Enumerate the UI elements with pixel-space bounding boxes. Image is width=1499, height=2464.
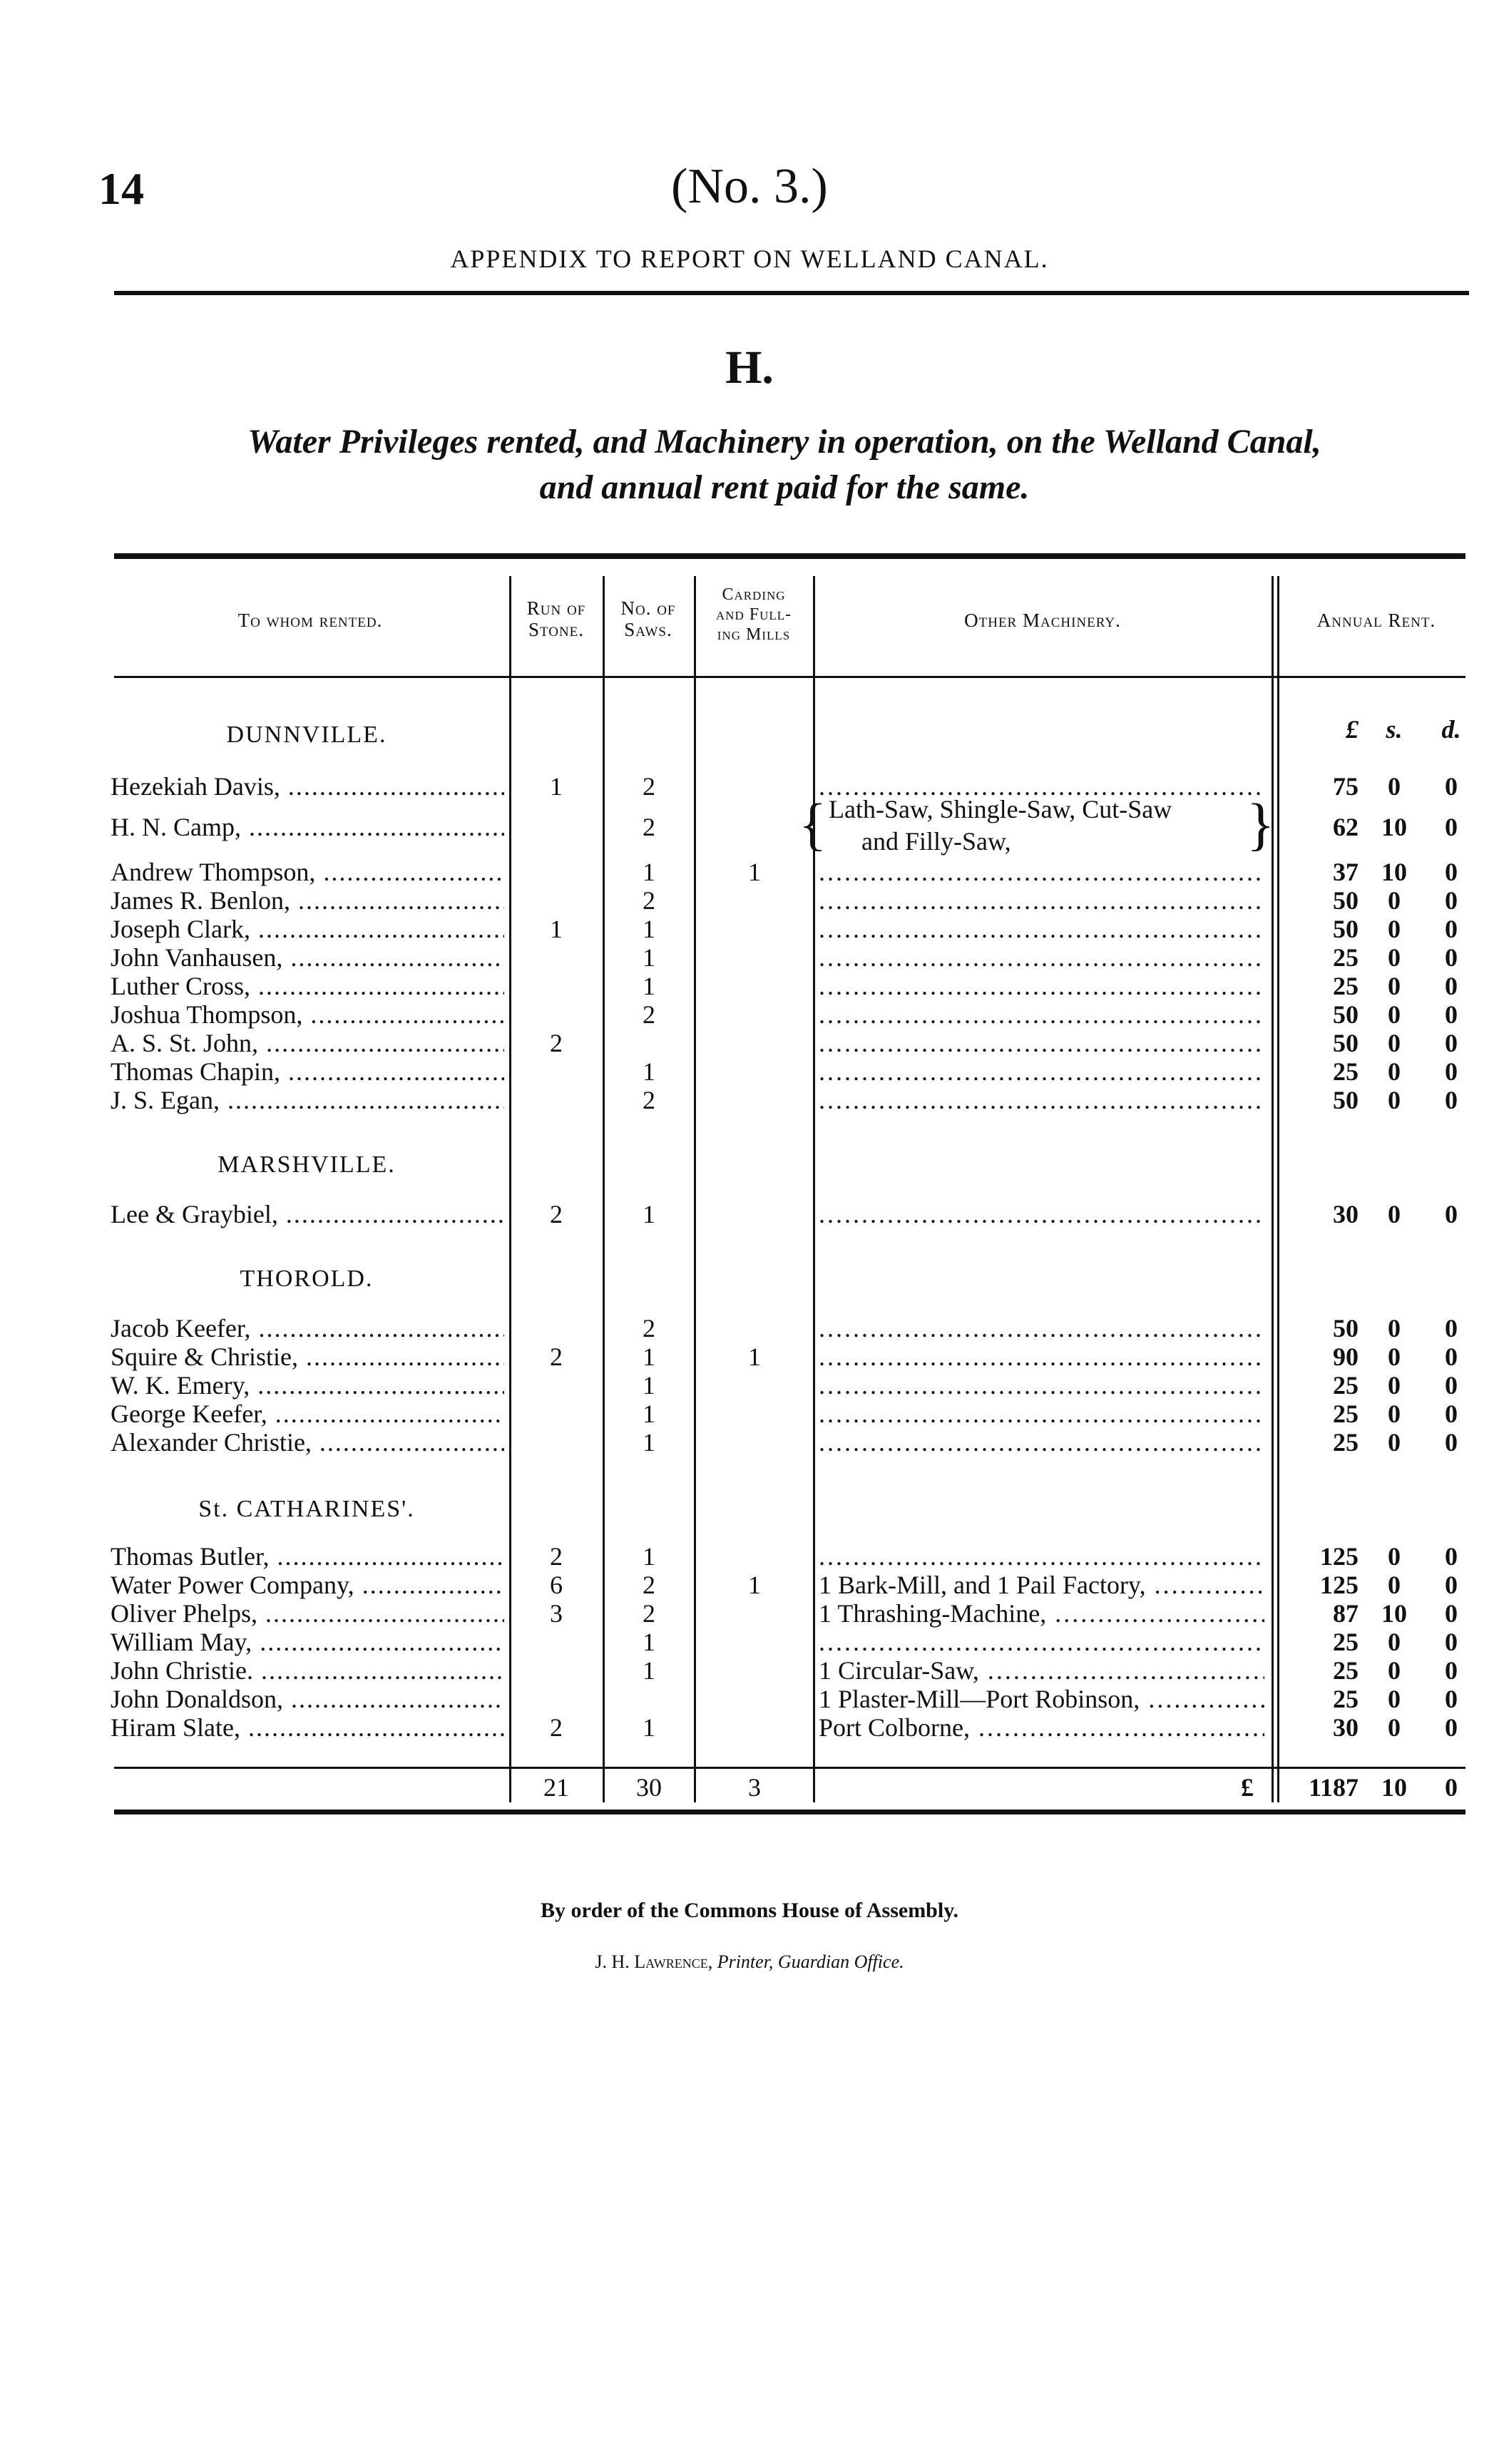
rent-pence: 0 <box>1445 1571 1458 1599</box>
rent-pounds: 50 <box>1333 1000 1359 1029</box>
rent-pounds: 90 <box>1333 1343 1359 1371</box>
section-st-catharines: St. CATHARINES'. <box>198 1496 415 1522</box>
tenant-name: J. S. Egan, ..... <box>111 1086 504 1114</box>
rent-pence: 0 <box>1445 943 1458 972</box>
run-of-stone-cell: 2 <box>550 1542 563 1571</box>
tenant-name: Andrew Thompson, ..... <box>111 858 504 886</box>
machinery-cell: 1 Bark-Mill, and 1 Pail Factory, ..... <box>819 1571 1264 1599</box>
header-bottom-rule <box>114 676 1465 678</box>
tenant-name: John Christie. ..... <box>111 1656 504 1685</box>
saws-cell: 2 <box>643 1086 655 1114</box>
tenant-name: H. N. Camp, ..... <box>111 813 504 841</box>
rent-shillings: 0 <box>1388 1713 1401 1742</box>
saws-cell: 1 <box>643 1656 655 1685</box>
saws-cell: 1 <box>643 1428 655 1457</box>
document-number: (No. 3.) <box>671 159 828 214</box>
pence-header: d. <box>1441 715 1461 744</box>
rent-shillings: 0 <box>1388 1628 1401 1656</box>
rent-shillings: 0 <box>1388 1029 1401 1057</box>
saws-cell: 1 <box>643 972 655 1000</box>
machinery-cell: 1 Circular-Saw, ..... <box>819 1656 1264 1685</box>
run-of-stone-cell: 1 <box>550 772 563 801</box>
saws-cell: 1 <box>643 1371 655 1400</box>
tenant-name: Hiram Slate, ..... <box>111 1713 504 1742</box>
rent-shillings: 10 <box>1381 813 1407 841</box>
machinery-leader-dots <box>819 1428 1264 1457</box>
assembly-order-note: By order of the Commons House of Assembly. <box>540 1899 959 1922</box>
rent-pounds: 62 <box>1333 813 1359 841</box>
machinery-leader-dots <box>819 1200 1264 1228</box>
section-letter: H. <box>725 342 774 394</box>
carding-cell: 1 <box>748 1571 761 1599</box>
tenant-name: Thomas Chapin, ..... <box>111 1057 504 1086</box>
header-no-of-saws: No. of Saws. <box>620 597 676 640</box>
table-bottom-rule <box>114 1809 1465 1814</box>
machinery-cell: 1 Plaster-Mill—Port Robinson, ..... <box>819 1685 1264 1713</box>
total-pounds: 1187 <box>1308 1773 1359 1802</box>
total-currency-symbol: £ <box>1241 1773 1254 1802</box>
column-divider <box>509 576 511 1802</box>
rent-pounds: 25 <box>1333 972 1359 1000</box>
total-run-of-stone: 21 <box>543 1773 569 1802</box>
rent-pence: 0 <box>1445 1713 1458 1742</box>
machinery-leader-dots <box>819 1628 1264 1656</box>
tenant-name: Squire & Christie, ..... <box>111 1343 504 1371</box>
rent-pence: 0 <box>1445 972 1458 1000</box>
total-pence: 0 <box>1445 1773 1458 1802</box>
rent-pence: 0 <box>1445 1000 1458 1029</box>
rent-pounds: 50 <box>1333 886 1359 915</box>
rent-pounds: 25 <box>1333 1057 1359 1086</box>
rent-pounds: 25 <box>1333 1400 1359 1428</box>
rent-shillings: 0 <box>1388 1542 1401 1571</box>
column-divider <box>603 576 605 1802</box>
rent-shillings: 0 <box>1388 1343 1401 1371</box>
rent-pence: 0 <box>1445 1314 1458 1343</box>
rent-pounds: 30 <box>1333 1200 1359 1228</box>
subtitle-line-2: and annual rent paid for the same. <box>539 468 1030 506</box>
rent-shillings: 0 <box>1388 1000 1401 1029</box>
saws-cell: 1 <box>643 1400 655 1428</box>
machinery-cell: Lath-Saw, Shingle-Saw, Cut-Saw <box>829 795 1172 823</box>
rent-pence: 0 <box>1445 1400 1458 1428</box>
tenant-name: A. S. St. John, ..... <box>111 1029 504 1057</box>
machinery-leader-dots <box>819 1086 1264 1114</box>
rent-pence: 0 <box>1445 1086 1458 1114</box>
saws-cell: 1 <box>643 1343 655 1371</box>
machinery-leader-dots <box>819 1029 1264 1057</box>
tenant-name: Joseph Clark, ..... <box>111 915 504 943</box>
total-saws: 30 <box>636 1773 662 1802</box>
printer-name: J. H. Lawrence, <box>595 1951 713 1972</box>
rent-shillings: 0 <box>1388 1057 1401 1086</box>
page-number: 14 <box>98 163 144 214</box>
rent-shillings: 0 <box>1388 1685 1401 1713</box>
tenant-name: W. K. Emery, ..... <box>111 1371 504 1400</box>
machinery-brace-left: { <box>799 791 827 856</box>
tenant-name: William May, ..... <box>111 1628 504 1656</box>
run-of-stone-cell: 6 <box>550 1571 563 1599</box>
rent-shillings: 0 <box>1388 772 1401 801</box>
rent-pence: 0 <box>1445 1628 1458 1656</box>
tenant-name: Luther Cross, ..... <box>111 972 504 1000</box>
rent-pence: 0 <box>1445 1200 1458 1228</box>
rent-pence: 0 <box>1445 813 1458 841</box>
rent-shillings: 0 <box>1388 1371 1401 1400</box>
rent-shillings: 0 <box>1388 886 1401 915</box>
rent-pounds: 50 <box>1333 1086 1359 1114</box>
tenant-name: George Keefer, ..... <box>111 1400 504 1428</box>
shillings-header: s. <box>1386 715 1403 744</box>
saws-cell: 1 <box>643 1057 655 1086</box>
saws-cell: 2 <box>643 1314 655 1343</box>
header-run-of-stone: Run of Stone. <box>526 597 586 640</box>
rent-pounds: 50 <box>1333 1314 1359 1343</box>
tenant-name: Alexander Christie, ..... <box>111 1428 504 1457</box>
rent-pence: 0 <box>1445 1029 1458 1057</box>
run-of-stone-cell: 3 <box>550 1599 563 1628</box>
saws-cell: 1 <box>643 1713 655 1742</box>
rent-shillings: 0 <box>1388 915 1401 943</box>
tenant-name: Lee & Graybiel, ..... <box>111 1200 504 1228</box>
rent-shillings: 0 <box>1388 1086 1401 1114</box>
rent-pounds: 25 <box>1333 1685 1359 1713</box>
rent-pounds: 75 <box>1333 772 1359 801</box>
rent-pence: 0 <box>1445 1371 1458 1400</box>
rent-pence: 0 <box>1445 1542 1458 1571</box>
saws-cell: 1 <box>643 1628 655 1656</box>
column-divider <box>1277 576 1279 1802</box>
table-subtitle <box>107 419 1462 510</box>
rent-pounds: 37 <box>1333 858 1359 886</box>
machinery-leader-dots <box>819 1400 1264 1428</box>
rent-pence: 0 <box>1445 1057 1458 1086</box>
machinery-leader-dots <box>819 1371 1264 1400</box>
rent-shillings: 0 <box>1388 943 1401 972</box>
rent-pounds: 125 <box>1320 1542 1359 1571</box>
saws-cell: 1 <box>643 1542 655 1571</box>
rent-pence: 0 <box>1445 886 1458 915</box>
subtitle-line-1: Water Privileges rented, and Machinery in operation, on the Welland Canal, <box>247 423 1321 461</box>
rent-shillings: 0 <box>1388 1200 1401 1228</box>
rent-pence: 0 <box>1445 1656 1458 1685</box>
run-of-stone-cell: 2 <box>550 1343 563 1371</box>
machinery-leader-dots <box>819 1542 1264 1571</box>
tenant-name: Joshua Thompson, ..... <box>111 1000 504 1029</box>
tenant-name: Jacob Keefer, ..... <box>111 1314 504 1343</box>
run-of-stone-cell: 1 <box>550 915 563 943</box>
table-top-rule <box>114 553 1465 559</box>
rent-shillings: 10 <box>1381 1599 1407 1628</box>
section-marshville: MARSHVILLE. <box>218 1151 396 1178</box>
column-divider <box>1272 576 1274 1802</box>
rent-shillings: 0 <box>1388 972 1401 1000</box>
pounds-header: £ <box>1346 715 1359 744</box>
rent-pence: 0 <box>1445 858 1458 886</box>
saws-cell: 2 <box>643 813 655 841</box>
total-carding: 3 <box>748 1773 761 1802</box>
saws-cell: 2 <box>643 772 655 801</box>
rent-shillings: 0 <box>1388 1314 1401 1343</box>
machinery-cell-continued: and Filly-Saw, <box>861 827 1011 856</box>
machinery-cell: 1 Thrashing-Machine, ..... <box>819 1599 1264 1628</box>
carding-cell: 1 <box>748 1343 761 1371</box>
rent-pounds: 25 <box>1333 1371 1359 1400</box>
printer-imprint <box>0 1951 1499 1973</box>
rent-pence: 0 <box>1445 1599 1458 1628</box>
rent-pounds: 50 <box>1333 915 1359 943</box>
section-dunnville: DUNNVILLE. <box>226 722 387 748</box>
tenant-name: Water Power Company, ..... <box>111 1571 504 1599</box>
tenant-name: Thomas Butler, ..... <box>111 1542 504 1571</box>
saws-cell: 1 <box>643 943 655 972</box>
machinery-leader-dots <box>819 858 1264 886</box>
run-of-stone-cell: 2 <box>550 1713 563 1742</box>
machinery-leader-dots <box>819 1057 1264 1086</box>
machinery-leader-dots <box>819 972 1264 1000</box>
saws-cell: 1 <box>643 858 655 886</box>
tenant-name: Oliver Phelps, ..... <box>111 1599 504 1628</box>
saws-cell: 2 <box>643 1599 655 1628</box>
tenant-name: John Vanhausen, ..... <box>111 943 504 972</box>
saws-cell: 1 <box>643 1200 655 1228</box>
machinery-leader-dots <box>819 943 1264 972</box>
machinery-leader-dots <box>819 915 1264 943</box>
column-divider <box>694 576 696 1802</box>
tenant-name: John Donaldson, ..... <box>111 1685 504 1713</box>
machinery-leader-dots <box>819 1343 1264 1371</box>
tenant-name: Hezekiah Davis, ..... <box>111 772 504 801</box>
rent-pounds: 30 <box>1333 1713 1359 1742</box>
run-of-stone-cell: 2 <box>550 1200 563 1228</box>
appendix-title: APPENDIX TO REPORT ON WELLAND CANAL. <box>450 245 1049 273</box>
saws-cell: 2 <box>643 1571 655 1599</box>
rent-pence: 0 <box>1445 1685 1458 1713</box>
rent-pounds: 25 <box>1333 1628 1359 1656</box>
totals-top-rule <box>114 1767 1465 1769</box>
rent-pounds: 125 <box>1320 1571 1359 1599</box>
rent-pounds: 25 <box>1333 943 1359 972</box>
section-thorold: THOROLD. <box>240 1266 374 1292</box>
rent-pence: 0 <box>1445 1343 1458 1371</box>
total-shillings: 10 <box>1381 1773 1407 1802</box>
rent-pence: 0 <box>1445 915 1458 943</box>
header-annual-rent: Annual Rent. <box>1316 610 1436 631</box>
carding-cell: 1 <box>748 858 761 886</box>
rent-pounds: 87 <box>1333 1599 1359 1628</box>
rent-shillings: 0 <box>1388 1656 1401 1685</box>
column-divider <box>813 576 815 1802</box>
machinery-cell: Port Colborne, ..... <box>819 1713 1264 1742</box>
rent-pounds: 25 <box>1333 1656 1359 1685</box>
printer-office: Printer, Guardian Office. <box>717 1951 904 1972</box>
rent-shillings: 0 <box>1388 1571 1401 1599</box>
saws-cell: 2 <box>643 1000 655 1029</box>
machinery-leader-dots <box>819 1314 1264 1343</box>
rent-shillings: 10 <box>1381 858 1407 886</box>
header-to-whom-rented: To whom rented. <box>237 610 383 631</box>
header-other-machinery: Other Machinery. <box>964 610 1121 631</box>
rent-pounds: 50 <box>1333 1029 1359 1057</box>
rent-pence: 0 <box>1445 772 1458 801</box>
rent-pounds: 25 <box>1333 1428 1359 1457</box>
header-rule <box>114 291 1469 295</box>
run-of-stone-cell: 2 <box>550 1029 563 1057</box>
rent-shillings: 0 <box>1388 1428 1401 1457</box>
tenant-name: James R. Benlon, ..... <box>111 886 504 915</box>
rent-pence: 0 <box>1445 1428 1458 1457</box>
machinery-leader-dots <box>819 1000 1264 1029</box>
header-carding-fulling-mills: Carding and Full- ing Mills <box>715 585 792 644</box>
saws-cell: 1 <box>643 915 655 943</box>
machinery-brace-right: } <box>1247 791 1275 856</box>
saws-cell: 2 <box>643 886 655 915</box>
machinery-leader-dots <box>819 886 1264 915</box>
rent-shillings: 0 <box>1388 1400 1401 1428</box>
